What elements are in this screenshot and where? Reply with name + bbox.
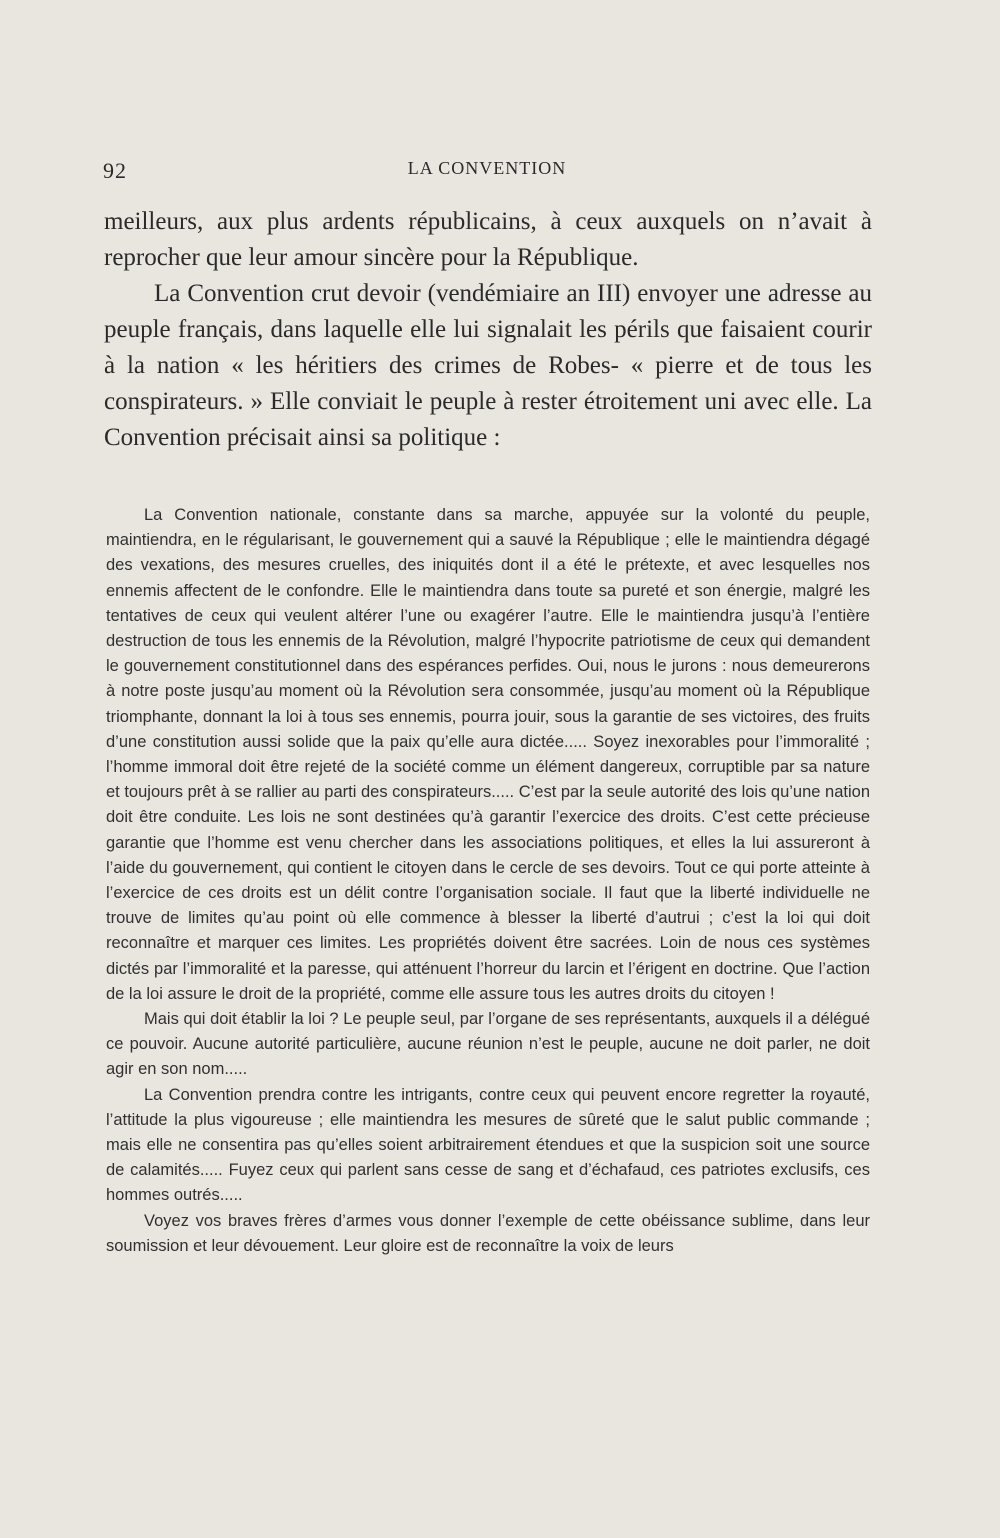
paragraph: La Convention crut devoir (vendémiaire an III) envoyer une adresse au peuple français, dans laquelle elle lui signalait les périls que faisaient courir à la nation « les héritiers des crimes de Robes- « pierre et de tous les conspirateurs. » Elle conviait le peuple à rester étroitement uni avec elle. La Convention précisait ainsi sa politique :: [104, 280, 872, 451]
paragraph: meilleurs, aux plus ardents républicains, à ceux auxquels on n’avait à reprocher que leur amour sincère pour la République.: [104, 208, 872, 271]
main-text: [104, 204, 872, 456]
page-header: [103, 158, 871, 188]
page-number: 92: [103, 158, 127, 183]
quote-paragraph: La Convention prendra contre les intrigants, contre ceux qui peuvent encore regretter la royauté, l’attitude la plus vigoureuse ; elle maintiendra les mesures de sûreté que le salut public commande ; mais elle ne consentira pas qu’elles soient arbitrairement étendues et que la suspicion soit une source de calamités..... Fuyez ceux qui parlent sans cesse de sang et d’échafaud, ces patriotes exclusifs, ces hommes outrés.....: [106, 1085, 870, 1205]
quote-paragraph: Voyez vos braves frères d’armes vous donner l’exemple de cette obéissance sublime, dans leur soumission et leur dévouement. Leur gloire est de reconnaître la voix de leurs: [106, 1211, 870, 1255]
running-title: LA CONVENTION: [407, 158, 567, 178]
quote-paragraph: Mais qui doit établir la loi ? Le peuple seul, par l’organe de ses représentants, auxquels il a délégué ce pouvoir. Aucune autorité particulière, aucune réunion n’est le peuple, aucune ne doit parler, ne doit agir en son nom.....: [106, 1010, 870, 1079]
quoted-address: [106, 503, 870, 1259]
quote-paragraph: La Convention nationale, constante dans sa marche, appuyée sur la volonté du peuple, maintiendra, en le régularisant, le gouvernement qui a sauvé la République ; elle le maintiendra dégagé des vexations, des mesures cruelles, des iniquités dont il a été le prétexte, et avec lesquelles nos ennemis affectent de le confondre. Elle le maintiendra dans toute sa pureté et son énergie, malgré les tentatives de ceux qui veulent altérer l’une ou exagérer l’autre. Elle le maintiendra jusqu’à l’entière destruction de tous les ennemis de la Révolution, malgré l’hypocrite patriotisme de ceux qui demandent le gouvernement constitutionnel dans des espérances perfides. Oui, nous le jurons : nous demeurerons à notre poste jusqu’au moment où la Révolution sera consommée, jusqu’au moment où la République triomphante, donnant la loi à tous ses ennemis, pourra jouir, sous la garantie de ses victoires, des fruits d’une constitution aussi solide que la paix qu’elle aura dictée..... Soyez inexorables pour l’immoralité ; l’homme immoral doit être rejeté de la société comme un élément dangereux, corruptible par sa nature et toujours prêt à se rallier au parti des conspirateurs..... C’est par la seule autorité des lois qu’une nation doit être conduite. Les lois ne sont destinées qu’à garantir l’exercice des droits. C’est cette précieuse garantie que l’homme est venu chercher dans les associations politiques, et elles la lui assureront à l’aide du gouvernement, qui contient le citoyen dans le cercle de ses devoirs. Tout ce qui porte atteinte à l’exercice de ces droits est un délit contre l’organisation sociale. Il faut que la liberté individuelle ne trouve de limites qu’au point où elle commence à blesser la liberté d’autrui ; c’est la loi qui doit reconnaître et marquer ces limites. Les propriétés doivent être sacrées. Loin de nous ces systèmes dictés par l’immoralité et la paresse, qui atténuent l’horreur du larcin et l’érigent en doctrine. Que l’action de la loi assure le droit de la propriété, comme elle assure tous les autres droits du citoyen !: [106, 506, 871, 1003]
